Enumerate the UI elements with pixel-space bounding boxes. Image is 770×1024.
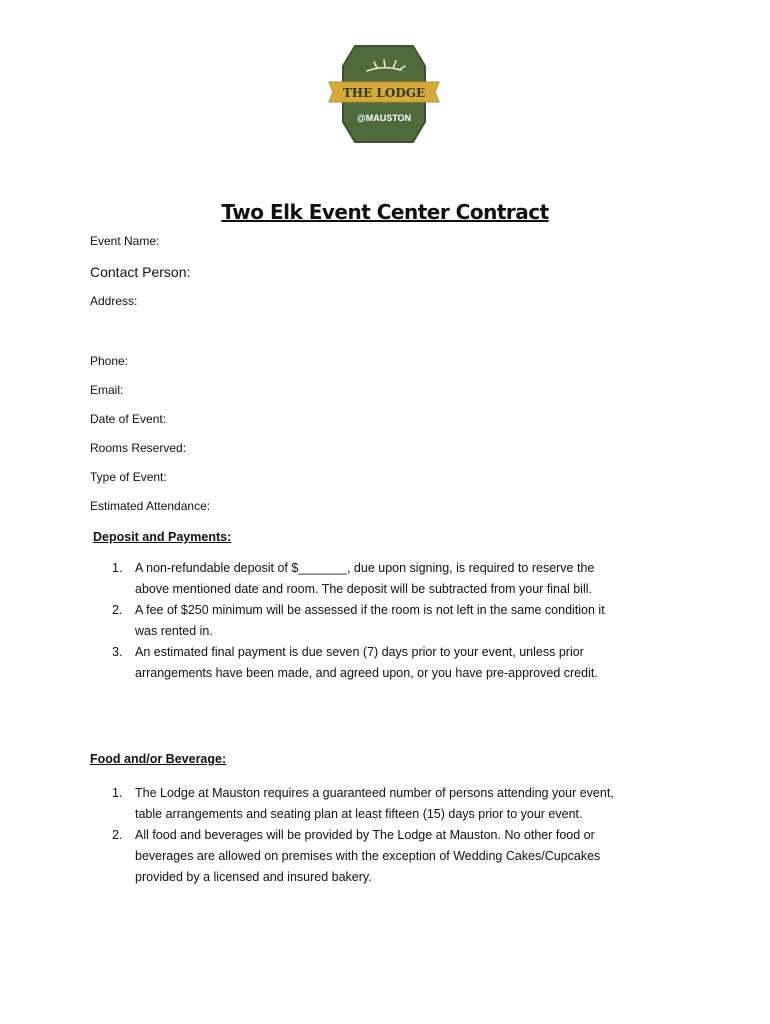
item-line: A fee of $250 minimum will be assessed if the room is not left in the same condition it — [135, 603, 605, 617]
item-line: was rented in. — [135, 624, 213, 638]
item-line: An estimated final payment is due seven (7) days prior to your event, unless prior — [135, 645, 584, 659]
item-line: table arrangements and seating plan at least fifteen (15) days prior to your event. — [135, 807, 583, 821]
email-label: Email: — [90, 383, 124, 397]
logo-sub-text: @MAUSTON — [356, 113, 412, 123]
item-number: 1. — [112, 561, 123, 575]
item-line: A non-refundable deposit of $_______, due upon signing, is required to reserve the — [135, 561, 595, 575]
item-line: provided by a licensed and insured bakery. — [135, 870, 372, 884]
item-number: 2. — [112, 828, 123, 842]
food-heading: Food and/or Beverage: — [90, 752, 227, 766]
item-number: 2. — [112, 603, 123, 617]
estimated-attendance-label: Estimated Attendance: — [90, 499, 211, 513]
phone-label: Phone: — [90, 354, 129, 368]
item-number: 3. — [112, 645, 123, 659]
item-line: All food and beverages will be provided by The Lodge at Mauston. No other food or — [135, 828, 595, 842]
address-label: Address: — [90, 294, 138, 308]
item-line: arrangements have been made, and agreed upon, or you have pre-approved credit. — [135, 666, 598, 680]
food-item-1 — [112, 783, 672, 825]
food-list — [112, 783, 672, 888]
deposit-item-1 — [112, 558, 672, 600]
deposit-list — [112, 558, 672, 684]
type-of-event-label: Type of Event: — [90, 470, 167, 484]
food-item-2 — [112, 825, 672, 888]
document-title: Two Elk Event Center Contract — [221, 200, 549, 224]
item-number: 1. — [112, 786, 123, 800]
contact-person-label: Contact Person: — [90, 264, 191, 280]
date-of-event-label: Date of Event: — [90, 412, 167, 426]
deposit-heading: Deposit and Payments: — [93, 530, 232, 544]
item-line: above mentioned date and room. The deposit will be subtracted from your final bill. — [135, 582, 592, 596]
item-line: beverages are allowed on premises with the exception of Wedding Cakes/Cupcakes — [135, 849, 601, 863]
rooms-reserved-label: Rooms Reserved: — [90, 441, 187, 455]
deposit-item-3 — [112, 642, 672, 684]
event-name-label: Event Name: — [90, 234, 160, 248]
logo-main-text: THE LODGE — [342, 86, 426, 100]
lodge-logo — [327, 44, 441, 144]
deposit-item-2 — [112, 600, 672, 642]
item-line: The Lodge at Mauston requires a guaranteed number of persons attending your event, — [135, 786, 614, 800]
